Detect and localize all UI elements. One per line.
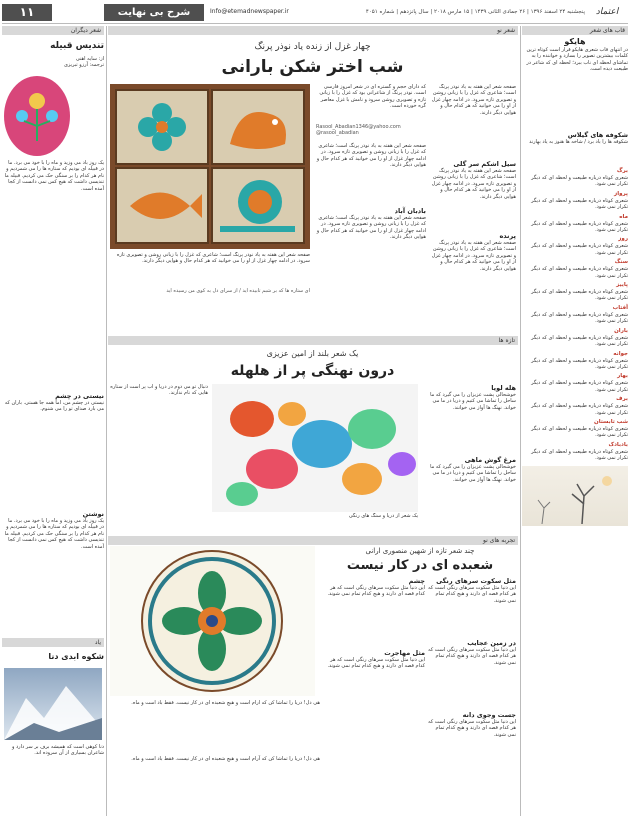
bottom-right-text-3: این دنیا مثل سکوت سرهای رنگی است که هر کدام قصه ای دارند و هیچ کدام تمام نمی شوند. bbox=[428, 719, 516, 738]
poem-item-text: شعری کوتاه درباره طبیعت و لحظه ای که دیگر تکرار نمی شود. bbox=[531, 425, 628, 439]
mid-title-text: درون نهنگی پر از هلهله bbox=[230, 363, 395, 379]
left-sub-text-2: یک روز باد می وزید و ماه را با خود می برد. ما در قبیله ای بودیم که ستاره ها را می شمردیم و نام هر کدام را بر سنگی حک می کردیم. قبیله ما تندیسی داشت که هیچ کس نمی دانست از کجا آمده است. bbox=[4, 518, 104, 550]
bottom-section-label: تجربه های نو bbox=[108, 536, 518, 545]
embroidery-image bbox=[4, 76, 70, 156]
center-kicker-text: چهار غزل از زنده یاد نوذر پرنگ bbox=[254, 42, 371, 52]
left-sub2-title: نوشتن bbox=[82, 510, 104, 518]
poem-item-title: جوانه bbox=[613, 350, 628, 357]
mid-right-text-2: خوشحالی پشت عزیزان را می گیرد که ما ساحل را تماشا می کنیم و دریا در ما می خواند. نهنگ ها آواز می خوانند. bbox=[430, 464, 516, 483]
poem-item-text: شعری کوتاه درباره طبیعت و لحظه ای که دیگر تکرار نمی شود. bbox=[531, 243, 628, 256]
divider-left bbox=[106, 26, 107, 816]
center-kicker bbox=[110, 40, 515, 54]
center-bottom-text-1: صفحه شعر این هفته به یاد نوذر پرنگ است؛ شاعری که غزل را با زبانی روشن و تصویری تازه سرود. در ادامه چهار غزل از او را می خوانید که هر کدام حال و هوایی دیگر دارند. bbox=[116, 252, 310, 265]
poem-items bbox=[522, 168, 628, 462]
poem2-title: شکوفه های گیلاس bbox=[567, 131, 628, 139]
mid-right-sub: مرغ گوش ماهی bbox=[464, 456, 516, 464]
center-intro-column bbox=[316, 84, 426, 324]
poem1-title: هایکو bbox=[564, 37, 586, 46]
poem-item-text: شعری کوتاه درباره طبیعت و لحظه ای که دیگر تکرار نمی شود. bbox=[531, 380, 628, 393]
embroidery-photo bbox=[4, 76, 70, 156]
image-caption: ای ستاره ها که بر شبم تابیده اید / از سرای دل به کوی من رسیده اید bbox=[166, 288, 310, 294]
poem-item-title: سنگ bbox=[614, 259, 628, 266]
center-email[interactable]: Rasool_Abadian1346@yahoo.com bbox=[316, 124, 401, 130]
bottom-title bbox=[325, 557, 515, 575]
poem-item-title: پاییز bbox=[616, 282, 628, 289]
poem-item-text: شعری کوتاه درباره طبیعت و لحظه ای که دیگر تکرار نمی شود. bbox=[531, 220, 628, 234]
center-intro-text-3: صفحه شعر این هفته به یاد نوذر پرنگ است؛ شاعری که غزل را با زبانی روشن و تصویری تازه سرود. در ادامه چهار غزل از او را می خوانید که هر کدام حال و هوایی دیگر دارند. bbox=[316, 214, 426, 241]
bottom-title-text: شعبده ای در کار نیست bbox=[346, 558, 494, 573]
poem-item-title: برگ bbox=[616, 168, 628, 174]
left-author: از: سایه آهنی bbox=[75, 56, 104, 62]
poem-item-text: شعری کوتاه درباره طبیعت و لحظه ای که دیگر تکرار نمی شود. bbox=[531, 357, 628, 370]
page-number: ۱۱ bbox=[19, 5, 35, 19]
center-col-text-2: صفحه شعر این هفته به یاد نوذر پرنگ است؛ شاعری که غزل را با زبانی روشن و تصویری تازه سرود. در ادامه چهار غزل از او را می خوانید که هر کدام حال و هوایی دیگر دارند. bbox=[431, 168, 516, 200]
center-intro-text-2: صفحه شعر این هفته به یاد نوذر پرنگ است؛ شاعری که غزل را با زبانی روشن و تصویری تازه سرود. در ادامه چهار غزل از او را می خوانید که هر کدام حال و هوایی دیگر دارند. bbox=[316, 142, 426, 169]
poem-item-title: شب تابستان bbox=[594, 418, 628, 425]
poem-item-text: شعری کوتاه درباره طبیعت و لحظه ای که دیگر تکرار نمی شود. bbox=[531, 175, 628, 188]
bottom-left-text-2: هی دل! دریا را تماشا کن که آرام است و هیچ شعبده ای در کار نیست. فقط باد است و ماه. bbox=[131, 756, 320, 762]
right-column bbox=[522, 37, 628, 817]
poem-item-text: شعری کوتاه درباره طبیعت و لحظه ای که دیگر تکرار نمی شود. bbox=[531, 403, 628, 416]
poem-item-title: پرواز bbox=[614, 190, 628, 197]
bottom-right-text-2: این دنیا مثل سکوت سرهای رنگی است که هر کدام قصه ای دارند و هیچ کدام تمام نمی شوند. bbox=[428, 647, 516, 666]
left-translator: ترجمه: آرزو تبریزی bbox=[63, 62, 104, 69]
mountain-image bbox=[4, 668, 102, 740]
poem-item-text: شعری کوتاه درباره طبیعت و لحظه ای که دیگر تکرار نمی شود. bbox=[531, 289, 628, 302]
gems-photo bbox=[212, 384, 418, 512]
center-col-text-3: صفحه شعر این هفته به یاد نوذر پرنگ است؛ شاعری که غزل را با زبانی روشن و تصویری تازه سرود. در ادامه چهار غزل از او را می خوانید که هر کدام حال و هوایی دیگر دارند. bbox=[431, 240, 516, 272]
poem-item-title: باران bbox=[614, 327, 628, 334]
center-section-label: شعر نو bbox=[108, 26, 518, 35]
poem2-text: شکوفه ها را باد برد / شاخه ها هنوز به یاد بهارند bbox=[529, 139, 628, 145]
bottom-mid-text-2: این دنیا مثل سکوت سرهای رنگی است که هر کدام قصه ای دارند و هیچ کدام تمام نمی شوند. bbox=[327, 657, 425, 670]
center-title bbox=[110, 55, 515, 79]
bottom-right-column bbox=[428, 577, 516, 817]
center-sub3: بادبان آباد bbox=[394, 206, 426, 215]
left-body-2 bbox=[2, 392, 104, 622]
poem-item-title: ماه bbox=[619, 213, 628, 220]
bottom-sub4: جست وجوی دانه bbox=[462, 711, 516, 719]
gems-image bbox=[212, 384, 418, 512]
mid-left-column bbox=[110, 384, 208, 534]
left-body bbox=[2, 160, 104, 390]
poem1-text: در انتهای قاب شعری هایکو قرار است کوتاه ترین کلمات بیشترین تصویر را بسازد و خواننده را به تماشای لحظه ای ناب ببرد؛ لحظه ای که شاعر در طبیعت دیده است. bbox=[526, 47, 628, 73]
center-col-right bbox=[430, 84, 516, 324]
poem-item-title: برف bbox=[616, 396, 628, 403]
bottom-right-text: این دنیا مثل سکوت سرهای رنگی است که هر کدام قصه ای دارند و هیچ کدام تمام نمی شوند. bbox=[428, 585, 516, 604]
tree-illustration bbox=[522, 466, 628, 526]
logo-text: اعتماد bbox=[595, 7, 619, 17]
mid-section-label: تازه ها bbox=[108, 336, 518, 345]
left-sub-text: نیستی در چشم من، اما همه جا هستی. باران که می بارد صدای تو را می شنوم. bbox=[4, 400, 104, 413]
mountain-photo bbox=[4, 668, 102, 740]
gems-caption-text: یک شعر از دریا و سنگ های رنگی bbox=[348, 513, 418, 519]
left-text: یک روز باد می وزید و ماه را با خود می برد. ما در قبیله ای بودیم که ستاره ها را می شمردیم و نام هر کدام را بر سنگی حک می کردیم. قبیله ما تندیسی داشت که هیچ کس نمی دانست از کجا آمده است. bbox=[4, 160, 104, 192]
page-number-box bbox=[2, 4, 52, 21]
poem-item-title: بهار bbox=[617, 373, 628, 380]
center-intro-text: که دارای حجم و گستره ای در شعر امروز فارسی است. نوذر پرنگ از شاعرانی بود که غزل را با زبانی تازه و تصویری روشن سرود و نامش با غزل معاصر گره خورده است. bbox=[319, 84, 426, 110]
mid-left-text: دنبال تو می دوم در دریا و آب پر است از ستاره هایی که نام ندارند. bbox=[110, 384, 208, 397]
section-title: شرح بی نهایت bbox=[117, 7, 191, 18]
bottom-left-text: هی دل! دریا را تماشا کن که آرام است و هیچ شعبده ای در کار نیست. فقط باد است و ماه. bbox=[131, 700, 320, 706]
left-column-label: شعر دیگران bbox=[2, 26, 104, 35]
mid-kicker bbox=[110, 348, 515, 360]
left-photo-title bbox=[2, 650, 104, 664]
poem-item-text: شعری کوتاه درباره طبیعت و لحظه ای که دیگر تکرار نمی شود. bbox=[531, 197, 628, 211]
header-rule bbox=[2, 23, 628, 24]
tree-icon bbox=[522, 466, 628, 526]
section-title-box bbox=[104, 4, 204, 21]
center-sub1: سیل اشکم سر گلی bbox=[453, 160, 516, 168]
poem-item-text: شعری کوتاه درباره طبیعت و لحظه ای که دیگر تکرار نمی شود. bbox=[531, 334, 628, 348]
bottom-sub3: در زمین عجایب bbox=[467, 639, 516, 647]
center-sign: @rasool_abadian bbox=[316, 130, 359, 137]
center-title-text: شب اختر شکن بارانی bbox=[221, 57, 404, 77]
left-title-text: تندیس قبیله bbox=[50, 41, 104, 51]
newspaper-logo bbox=[588, 4, 626, 20]
left-sub-title: نیستی در چشم bbox=[55, 392, 104, 400]
header-dateline: پنجشنبه ۲۴ اسفند ۱۳۹۶ | ۲۶ جمادی الثانی ۱۴۳۹ | ۱۵ مارس ۲۰۱۸ | سال پانزدهم | شماره ۴۰۵۱ bbox=[365, 9, 585, 15]
tile-artwork bbox=[110, 84, 310, 249]
bottom-sub1: چشم bbox=[408, 577, 425, 585]
mid-right-text: خوشحالی پشت عزیزان را می گیرد که ما ساحل را تماشا می کنیم و دریا در ما می خواند. نهنگ ها آواز می خوانند. bbox=[430, 392, 516, 411]
poem-item-title: آفتاب bbox=[612, 304, 628, 311]
right-column-label: قاب های شعر bbox=[522, 26, 628, 35]
bottom-left-column bbox=[110, 700, 320, 816]
mid-right-head: هله لویا bbox=[491, 384, 516, 392]
center-bottom-text bbox=[110, 252, 310, 324]
poem-item-text: شعری کوتاه درباره طبیعت و لحظه ای که دیگر تکرار نمی شود. bbox=[531, 448, 628, 462]
left-credits bbox=[2, 56, 104, 72]
mid-kicker-text: یک شعر بلند از امین عزیزی bbox=[266, 349, 359, 358]
plate-image bbox=[110, 546, 315, 696]
bottom-kicker bbox=[325, 546, 515, 556]
left-title bbox=[2, 38, 104, 54]
tile-artwork-image bbox=[110, 84, 310, 249]
left-photo-body bbox=[2, 744, 104, 816]
plate-photo bbox=[110, 546, 315, 696]
bottom-mid-column bbox=[325, 577, 425, 817]
mid-title bbox=[110, 361, 515, 381]
bottom-mid-text: این دنیا مثل سکوت سرهای رنگی است که هر کدام قصه ای دارند و هیچ کدام تمام نمی شوند. bbox=[327, 585, 425, 598]
poem-item-text: شعری کوتاه درباره طبیعت و لحظه ای که دیگر تکرار نمی شود. bbox=[531, 266, 628, 279]
header-email[interactable]: Info@etemadnewspaper.ir bbox=[210, 8, 289, 15]
center-sub2: پرنده bbox=[499, 232, 516, 240]
divider-right bbox=[520, 26, 521, 816]
mid-right-column bbox=[422, 384, 516, 534]
center-col-text: صفحه شعر این هفته به یاد نوذر پرنگ است؛ شاعری که غزل را با زبانی روشن و تصویری تازه سرود. در ادامه چهار غزل از او را می خوانید که هر کدام حال و هوایی دیگر دارند. bbox=[431, 84, 516, 116]
left-photo-label: یاد bbox=[2, 638, 104, 647]
poem-item-title: روز bbox=[618, 236, 628, 243]
left-photo-title-text: شکوه ابدی دنا bbox=[48, 652, 104, 661]
bottom-right-head: مثل سکوت سرهای رنگی bbox=[436, 577, 516, 585]
gems-caption bbox=[212, 513, 418, 533]
poem-item-text: شعری کوتاه درباره طبیعت و لحظه ای که دیگر تکرار نمی شود. bbox=[531, 311, 628, 325]
bottom-kicker-text: چند شعر تازه از شهین منصوری ارانی bbox=[365, 547, 475, 555]
left-photo-text: دنا کوهی است که همیشه برف بر سر دارد و شاعران بسیاری از آن سروده اند. bbox=[11, 744, 104, 757]
poem-item-title: بادبادک bbox=[608, 441, 628, 448]
bottom-sub2: مثل مهاجرت bbox=[384, 649, 425, 657]
